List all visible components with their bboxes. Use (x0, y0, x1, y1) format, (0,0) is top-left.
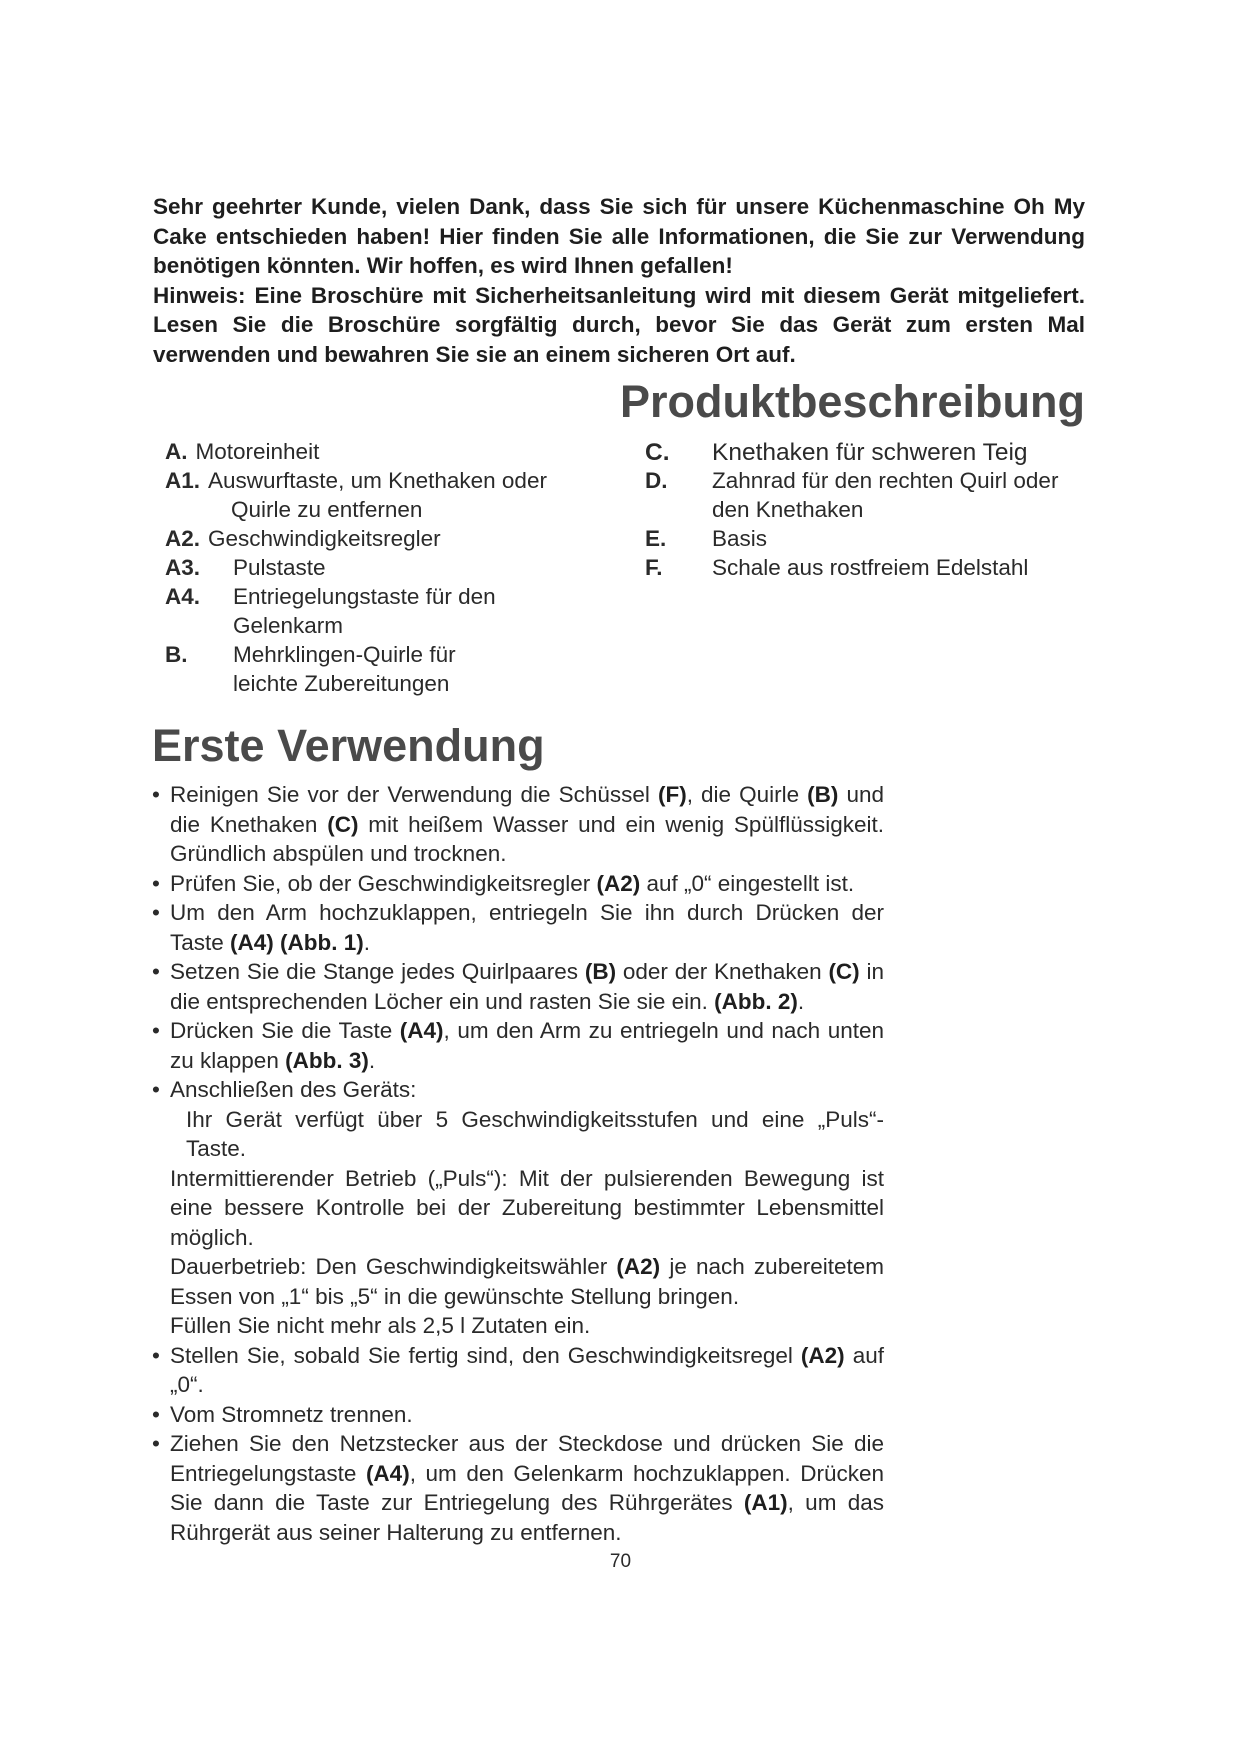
list-item: • Stellen Sie, sobald Sie fertig sind, den Geschwindigkeitsregel (A2) auf „0“. (152, 1341, 884, 1400)
list-item: • Vom Stromnetz trennen. (152, 1400, 884, 1430)
legend-item-a4 (165, 582, 615, 640)
bullet-icon: • (152, 1401, 160, 1427)
bullet-icon: • (152, 1431, 160, 1456)
paragraph-capacity: Füllen Sie nicht mehr als 2,5 l Zutaten ein. (170, 1313, 591, 1338)
legend-text: Knethaken für schweren Teig (712, 439, 1028, 466)
legend-text: Auswurftaste, um Knethaken oder (208, 468, 547, 493)
legend-item-f (645, 553, 1105, 582)
parts-legend-right (645, 439, 1105, 582)
legend-item-d (645, 466, 1105, 524)
legend-text: Entriegelungstaste für den Gelenkarm (233, 584, 496, 638)
bullet-icon: • (152, 1342, 160, 1368)
legend-text: Geschwindigkeitsregler (208, 526, 441, 551)
bullet-icon: • (152, 782, 160, 807)
list-item: • Prüfen Sie, ob der Geschwindigkeitsregler (A2) auf „0“ eingestellt ist. (152, 869, 884, 899)
legend-code: A2. (165, 526, 201, 551)
bullet-icon: • (152, 900, 160, 925)
legend-code: B. (165, 642, 188, 667)
list-item: • Um den Arm hochzuklappen, entriegeln Sie ihn durch Drücken der Taste (A4) (Abb. 1). (152, 898, 884, 957)
legend-text: Pulstaste (233, 555, 326, 580)
intro-safety-note: Hinweis: Eine Broschüre mit Sicherheitsanleitung wird mit diesem Gerät mitgeliefert. Lesen Sie die Broschüre sorgfältig durch, bevor Sie das Gerät zum ersten Mal verwenden und bewahren Sie sie an einem sicheren Ort auf. (153, 282, 1085, 367)
legend-code: F. (645, 555, 663, 580)
legend-text: Basis (712, 526, 768, 551)
legend-code: A1. (165, 468, 201, 493)
product-description-heading: Produktbeschreibung (619, 376, 1085, 427)
legend-item-a3 (165, 553, 615, 582)
list-item: • Reinigen Sie vor der Verwendung die Schüssel (F), die Quirle (B) und die Knethaken (C) mit heißem Wasser und ein wenig Spülflüssigkeit. Gründlich abspülen und trocknen. (152, 780, 884, 869)
legend-text-cont: Quirle zu entfernen (231, 497, 423, 522)
list-item: • Ziehen Sie den Netzstecker aus der Steckdose und drücken Sie die Entriegelungstaste (A4), um den Gelenkarm hochzuklappen. Drücken Sie dann die Taste zur Entriegelung des Rührgerätes (A1), um das Rührgerät aus seiner Halterung zu entfernen. (152, 1429, 884, 1547)
legend-text: Mehrklingen-Quirle für leichte Zubereitungen (233, 642, 456, 696)
parts-legend-left (165, 437, 615, 698)
legend-code: A3. (165, 555, 201, 580)
legend-code: C. (645, 439, 670, 466)
list-item: • Drücken Sie die Taste (A4), um den Arm zu entriegeln und nach unten zu klappen (Abb. 3). (152, 1016, 884, 1075)
legend-item-a1 (165, 466, 615, 524)
intro-text (153, 192, 1085, 369)
legend-code: E. (645, 526, 667, 551)
legend-item-a2 (165, 524, 615, 553)
list-item: • Anschließen des Geräts: (152, 1075, 884, 1105)
bullet-icon: • (152, 959, 160, 984)
legend-code: A4. (165, 584, 201, 609)
legend-text: Schale aus rostfreiem Edelstahl (712, 555, 1029, 580)
paragraph-continuous: Dauerbetrieb: Den Geschwindigkeitswähler (A2) je nach zubereitetem Essen von „1“ bis „5“ in die gewünschte Stellung bringen. (170, 1254, 884, 1309)
legend-text: Motoreinheit (195, 439, 320, 464)
intro-thanks: Sehr geehrter Kunde, vielen Dank, dass Sie sich für unsere Küchenmaschine Oh My Cake entschieden haben! Hier finden Sie alle Informationen, die Sie zur Verwendung benötigen könnten. Wir hoffen, es wird Ihnen gefallen! (153, 194, 1085, 278)
legend-text: Zahnrad für den rechten Quirl oder den Knethaken (712, 468, 1059, 522)
legend-item-b (165, 640, 615, 698)
bullet-icon: • (152, 870, 160, 896)
legend-code: A. (165, 439, 188, 464)
paragraph-speeds: Ihr Gerät verfügt über 5 Geschwindigkeitsstufen und eine „Puls“-Taste. (186, 1106, 884, 1161)
bullet-icon: • (152, 1018, 160, 1043)
paragraph-pulse: Intermittierender Betrieb („Puls“): Mit der pulsierenden Bewegung ist eine bessere Kontrolle bei der Zubereitung bestimmter Lebensmittel möglich. (170, 1165, 884, 1250)
list-item: • Setzen Sie die Stange jedes Quirlpaares (B) oder der Knethaken (C) in die entsprechenden Löcher ein und rasten Sie sie ein. (Abb. 2). (152, 957, 884, 1016)
bullet-icon: • (152, 1077, 160, 1102)
legend-item-a (165, 437, 615, 466)
first-use-heading: Erste Verwendung (152, 720, 545, 771)
first-use-list (152, 780, 884, 1547)
legend-item-e (645, 524, 1105, 553)
legend-code: D. (645, 468, 668, 493)
page-number: 70 (609, 1551, 632, 1572)
legend-item-c (645, 439, 1105, 466)
